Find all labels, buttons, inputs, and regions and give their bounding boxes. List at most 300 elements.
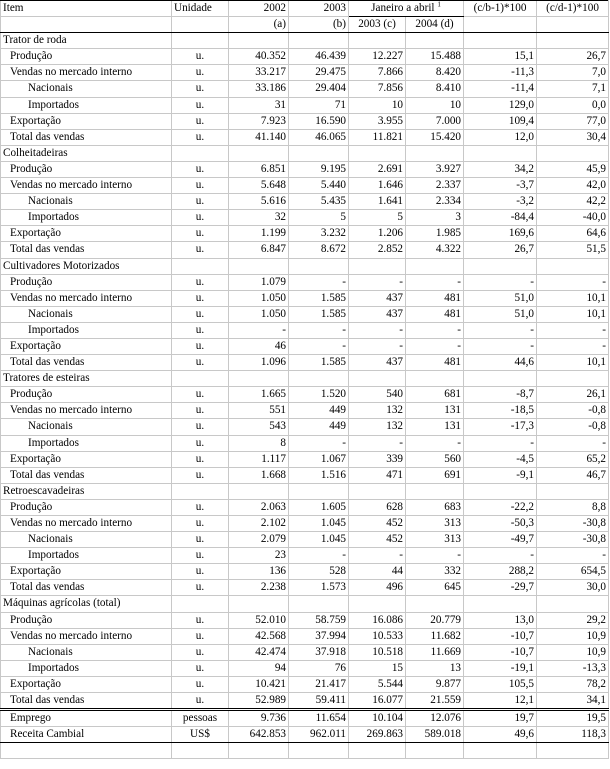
table-row [1,129,609,145]
row-unit: u. [172,467,229,483]
row-value: 94 [229,660,289,676]
row-value: 1.641 [349,194,406,210]
header-d: 2004 (d) [406,17,464,33]
row-value: 52.010 [229,612,289,628]
row-value: - [464,548,537,564]
row-unit: u. [172,306,229,322]
row-value: 1.665 [229,387,289,403]
row-value: 109,4 [464,113,537,129]
row-unit: u. [172,322,229,338]
row-label: Total das vendas [1,129,172,145]
empty-cell [289,743,349,759]
row-value: 21.417 [289,676,349,692]
empty-cell [349,258,406,274]
empty-cell [289,258,349,274]
table-row [1,338,609,354]
table-row [1,467,609,483]
empty-cell [464,596,537,612]
header-row-2 [1,17,609,33]
empty-cell [289,33,349,49]
row-value: 169,6 [464,226,537,242]
row-value: 496 [349,580,406,596]
row-value: 7.000 [406,113,464,129]
row-value: 1.050 [229,306,289,322]
row-unit: u. [172,242,229,258]
empty-cell [537,145,609,161]
row-value: - [464,435,537,451]
empty-cell [406,743,464,759]
row-unit: u. [172,338,229,354]
table-row [1,676,609,692]
footer-label: Receita Cambial [1,727,172,743]
row-value: 10,1 [537,355,609,371]
row-value: 543 [229,419,289,435]
row-value: 15.488 [406,49,464,65]
row-value: 30,4 [537,129,609,145]
header-var1: (c/b-1)*100 [464,1,537,17]
row-value: 540 [349,387,406,403]
empty-cell [289,145,349,161]
row-value: -18,5 [464,403,537,419]
row-unit: u. [172,548,229,564]
row-value: 12,1 [464,693,537,710]
row-value: 21.559 [406,693,464,710]
row-value: 16.590 [289,113,349,129]
row-value: 10 [349,97,406,113]
row-value: 1.117 [229,451,289,467]
empty-cell [172,145,229,161]
row-value: -3,2 [464,194,537,210]
row-value: 437 [349,306,406,322]
row-value: 332 [406,564,464,580]
row-value: 9.195 [289,161,349,177]
row-value: 2.337 [406,178,464,194]
row-unit: u. [172,693,229,710]
row-value: 46.439 [289,49,349,65]
row-value: 8 [229,435,289,451]
row-value: 0,0 [537,97,609,113]
empty-cell [464,743,537,759]
empty-cell [349,371,406,387]
row-value: - [406,338,464,354]
row-value: 5.544 [349,676,406,692]
row-value: 3.927 [406,161,464,177]
row-label: Vendas no mercado interno [1,290,172,306]
table-row [1,516,609,532]
row-value: 46.065 [289,129,349,145]
table-row [1,451,609,467]
table-row [1,306,609,322]
table-row [1,612,609,628]
row-value: 481 [406,355,464,371]
row-unit: u. [172,49,229,65]
row-value: - [289,274,349,290]
section-title-row [1,145,609,161]
row-value: 1.067 [289,451,349,467]
row-value: 30,0 [537,580,609,596]
row-label: Nacionais [1,306,172,322]
row-value: 1.585 [289,355,349,371]
row-unit: u. [172,355,229,371]
row-value: -49,7 [464,532,537,548]
row-value: 1.096 [229,355,289,371]
table-row [1,49,609,65]
row-label: Vendas no mercado interno [1,178,172,194]
row-value: 7.866 [349,65,406,81]
header-c: 2003 (c) [349,17,406,33]
row-value: 1.079 [229,274,289,290]
row-value: 313 [406,532,464,548]
row-unit: u. [172,516,229,532]
row-value: 58.759 [289,612,349,628]
row-value: 313 [406,516,464,532]
table-row [1,97,609,113]
row-unit: u. [172,387,229,403]
row-value: 33.186 [229,81,289,97]
row-value: 76 [289,660,349,676]
table-row [1,113,609,129]
row-value: 129,0 [464,97,537,113]
empty-cell [349,483,406,499]
row-value: 51,0 [464,306,537,322]
table-row [1,548,609,564]
empty-cell [172,596,229,612]
row-value: 2.852 [349,242,406,258]
row-value: 6.851 [229,161,289,177]
row-unit: u. [172,660,229,676]
row-unit: u. [172,226,229,242]
row-value: 1.516 [289,467,349,483]
header-empty [464,17,537,33]
row-value: 1.585 [289,306,349,322]
row-value: 45,9 [537,161,609,177]
row-value: 105,5 [464,676,537,692]
row-value: 16.077 [349,693,406,710]
row-value: 1.646 [349,178,406,194]
header-row-1 [1,1,609,17]
row-label: Produção [1,612,172,628]
row-value: 29.404 [289,81,349,97]
table-row [1,499,609,515]
blank-row [1,743,609,759]
header-2003: 2003 [289,1,349,17]
table-row [1,387,609,403]
empty-cell [229,33,289,49]
row-value: 26,7 [537,49,609,65]
row-value: 2.102 [229,516,289,532]
row-unit: u. [172,499,229,515]
row-value: 452 [349,516,406,532]
table-row [1,81,609,97]
row-value: 40.352 [229,49,289,65]
row-label: Total das vendas [1,693,172,710]
row-value: 339 [349,451,406,467]
row-value: 10,9 [537,628,609,644]
row-label: Importados [1,97,172,113]
empty-cell [464,483,537,499]
row-label: Importados [1,548,172,564]
section-title: Tratores de esteiras [1,371,172,387]
header-periodo [349,1,464,17]
row-value: -17,3 [464,419,537,435]
row-label: Vendas no mercado interno [1,516,172,532]
row-label: Nacionais [1,81,172,97]
row-value: 42.568 [229,628,289,644]
row-unit: u. [172,435,229,451]
empty-cell [172,371,229,387]
row-value: - [289,338,349,354]
row-value: 52.989 [229,693,289,710]
row-label: Exportação [1,676,172,692]
section-title: Cultivadores Motorizados [1,258,172,274]
row-value: 5.648 [229,178,289,194]
row-value: -10,7 [464,628,537,644]
row-value: -30,8 [537,516,609,532]
row-value: 10,9 [537,644,609,660]
row-value: 26,7 [464,242,537,258]
row-unit: u. [172,194,229,210]
table-row [1,693,609,710]
row-value: 691 [406,467,464,483]
row-value: - [406,274,464,290]
empty-cell [464,258,537,274]
empty-cell [406,596,464,612]
row-value: 20.779 [406,612,464,628]
row-value: - [289,548,349,564]
empty-cell [349,596,406,612]
empty-cell [1,743,172,759]
row-value: 32 [229,210,289,226]
row-value: -50,3 [464,516,537,532]
row-value: 528 [289,564,349,580]
row-value: 481 [406,290,464,306]
row-label: Exportação [1,564,172,580]
section-title-row [1,596,609,612]
row-value: - [537,435,609,451]
header-unidade: Unidade [172,1,229,17]
row-value: 8.420 [406,65,464,81]
row-value: 628 [349,499,406,515]
row-value: -13,3 [537,660,609,676]
row-value: 1.605 [289,499,349,515]
table-row [1,274,609,290]
header-var2: (c/d-1)*100 [537,1,609,17]
row-value: 9.877 [406,676,464,692]
row-unit: u. [172,178,229,194]
row-value: -30,8 [537,532,609,548]
table-row [1,194,609,210]
footer-unit: US$ [172,727,229,743]
row-value: - [349,548,406,564]
row-label: Nacionais [1,194,172,210]
row-value: -9,1 [464,467,537,483]
row-value: 10 [406,97,464,113]
row-value: 7,1 [537,81,609,97]
row-value: 1.668 [229,467,289,483]
row-value: 42,0 [537,178,609,194]
row-label: Nacionais [1,419,172,435]
table-row [1,403,609,419]
empty-cell [464,33,537,49]
row-value: 10.421 [229,676,289,692]
section-title: Máquinas agrícolas (total) [1,596,172,612]
empty-cell [229,371,289,387]
row-value: 37.918 [289,644,349,660]
footer-value: 10.104 [349,710,406,727]
row-unit: u. [172,532,229,548]
row-value: - [406,322,464,338]
row-value: 12.227 [349,49,406,65]
header-2002: 2002 [229,1,289,17]
row-label: Total das vendas [1,242,172,258]
empty-cell [537,596,609,612]
row-value: 71 [289,97,349,113]
row-value: 11.669 [406,644,464,660]
row-value: - [464,338,537,354]
empty-cell [537,743,609,759]
row-value: - [349,322,406,338]
row-value: -8,7 [464,387,537,403]
row-value: 5.616 [229,194,289,210]
row-value: -40,0 [537,210,609,226]
row-unit: u. [172,612,229,628]
row-value: 560 [406,451,464,467]
row-value: 1.573 [289,580,349,596]
row-value: - [464,274,537,290]
row-value: 288,2 [464,564,537,580]
empty-cell [349,743,406,759]
table-row [1,322,609,338]
header-item: Item [1,1,172,17]
table-row [1,161,609,177]
row-value: 10.518 [349,644,406,660]
row-value: 12,0 [464,129,537,145]
row-label: Exportação [1,226,172,242]
row-value: 2.691 [349,161,406,177]
row-value: 132 [349,403,406,419]
footer-unit: pessoas [172,710,229,727]
row-value: 10,1 [537,306,609,322]
row-value: 2.238 [229,580,289,596]
footer-value: 642.853 [229,727,289,743]
header-footnote: 1 [437,0,441,9]
row-label: Produção [1,274,172,290]
row-value: 1.206 [349,226,406,242]
row-value: 41.140 [229,129,289,145]
empty-cell [406,145,464,161]
empty-cell [289,483,349,499]
empty-cell [229,258,289,274]
empty-cell [172,483,229,499]
row-unit: u. [172,161,229,177]
row-value: 65,2 [537,451,609,467]
row-value: 7.856 [349,81,406,97]
row-value: 59.411 [289,693,349,710]
empty-cell [406,258,464,274]
row-label: Importados [1,435,172,451]
empty-cell [406,483,464,499]
section-title-row [1,371,609,387]
row-value: 46 [229,338,289,354]
row-value: 15,1 [464,49,537,65]
empty-cell [406,371,464,387]
row-value: 654,5 [537,564,609,580]
row-value: - [464,322,537,338]
table-row [1,178,609,194]
row-value: 10,1 [537,290,609,306]
row-value: 78,2 [537,676,609,692]
table-row [1,355,609,371]
row-value: 7,0 [537,65,609,81]
header-empty [537,17,609,33]
row-value: -11,3 [464,65,537,81]
empty-cell [289,371,349,387]
table-row [1,660,609,676]
row-value: 10.533 [349,628,406,644]
row-label: Produção [1,49,172,65]
row-label: Vendas no mercado interno [1,65,172,81]
row-value: 136 [229,564,289,580]
row-label: Nacionais [1,644,172,660]
footer-value: 12.076 [406,710,464,727]
row-unit: u. [172,403,229,419]
footer-label: Emprego [1,710,172,727]
row-unit: u. [172,564,229,580]
row-unit: u. [172,290,229,306]
header-empty [1,17,172,33]
row-value: -19,1 [464,660,537,676]
row-unit: u. [172,65,229,81]
empty-cell [349,33,406,49]
row-value: 1.585 [289,290,349,306]
empty-cell [537,258,609,274]
row-unit: u. [172,419,229,435]
row-value: 1.050 [229,290,289,306]
row-value: 449 [289,403,349,419]
footer-value: 269.863 [349,727,406,743]
row-value: 5 [289,210,349,226]
row-unit: u. [172,81,229,97]
row-value: 1.985 [406,226,464,242]
table-row [1,435,609,451]
row-value: 11.821 [349,129,406,145]
row-value: 452 [349,532,406,548]
row-value: -22,2 [464,499,537,515]
row-value: 1.520 [289,387,349,403]
row-value: 51,5 [537,242,609,258]
row-label: Produção [1,161,172,177]
row-value: 551 [229,403,289,419]
row-value: - [289,435,349,451]
row-value: 33.217 [229,65,289,81]
row-value: - [537,274,609,290]
empty-cell [229,743,289,759]
footer-value: 118,3 [537,727,609,743]
empty-cell [406,33,464,49]
footer-value: 11.654 [289,710,349,727]
row-value: 13 [406,660,464,676]
table-row [1,210,609,226]
row-value: 77,0 [537,113,609,129]
header-b: (b) [289,17,349,33]
row-value: - [349,338,406,354]
row-label: Vendas no mercado interno [1,628,172,644]
empty-cell [172,743,229,759]
footer-value: 9.736 [229,710,289,727]
section-title-row [1,258,609,274]
row-unit: u. [172,129,229,145]
row-value: 7.923 [229,113,289,129]
